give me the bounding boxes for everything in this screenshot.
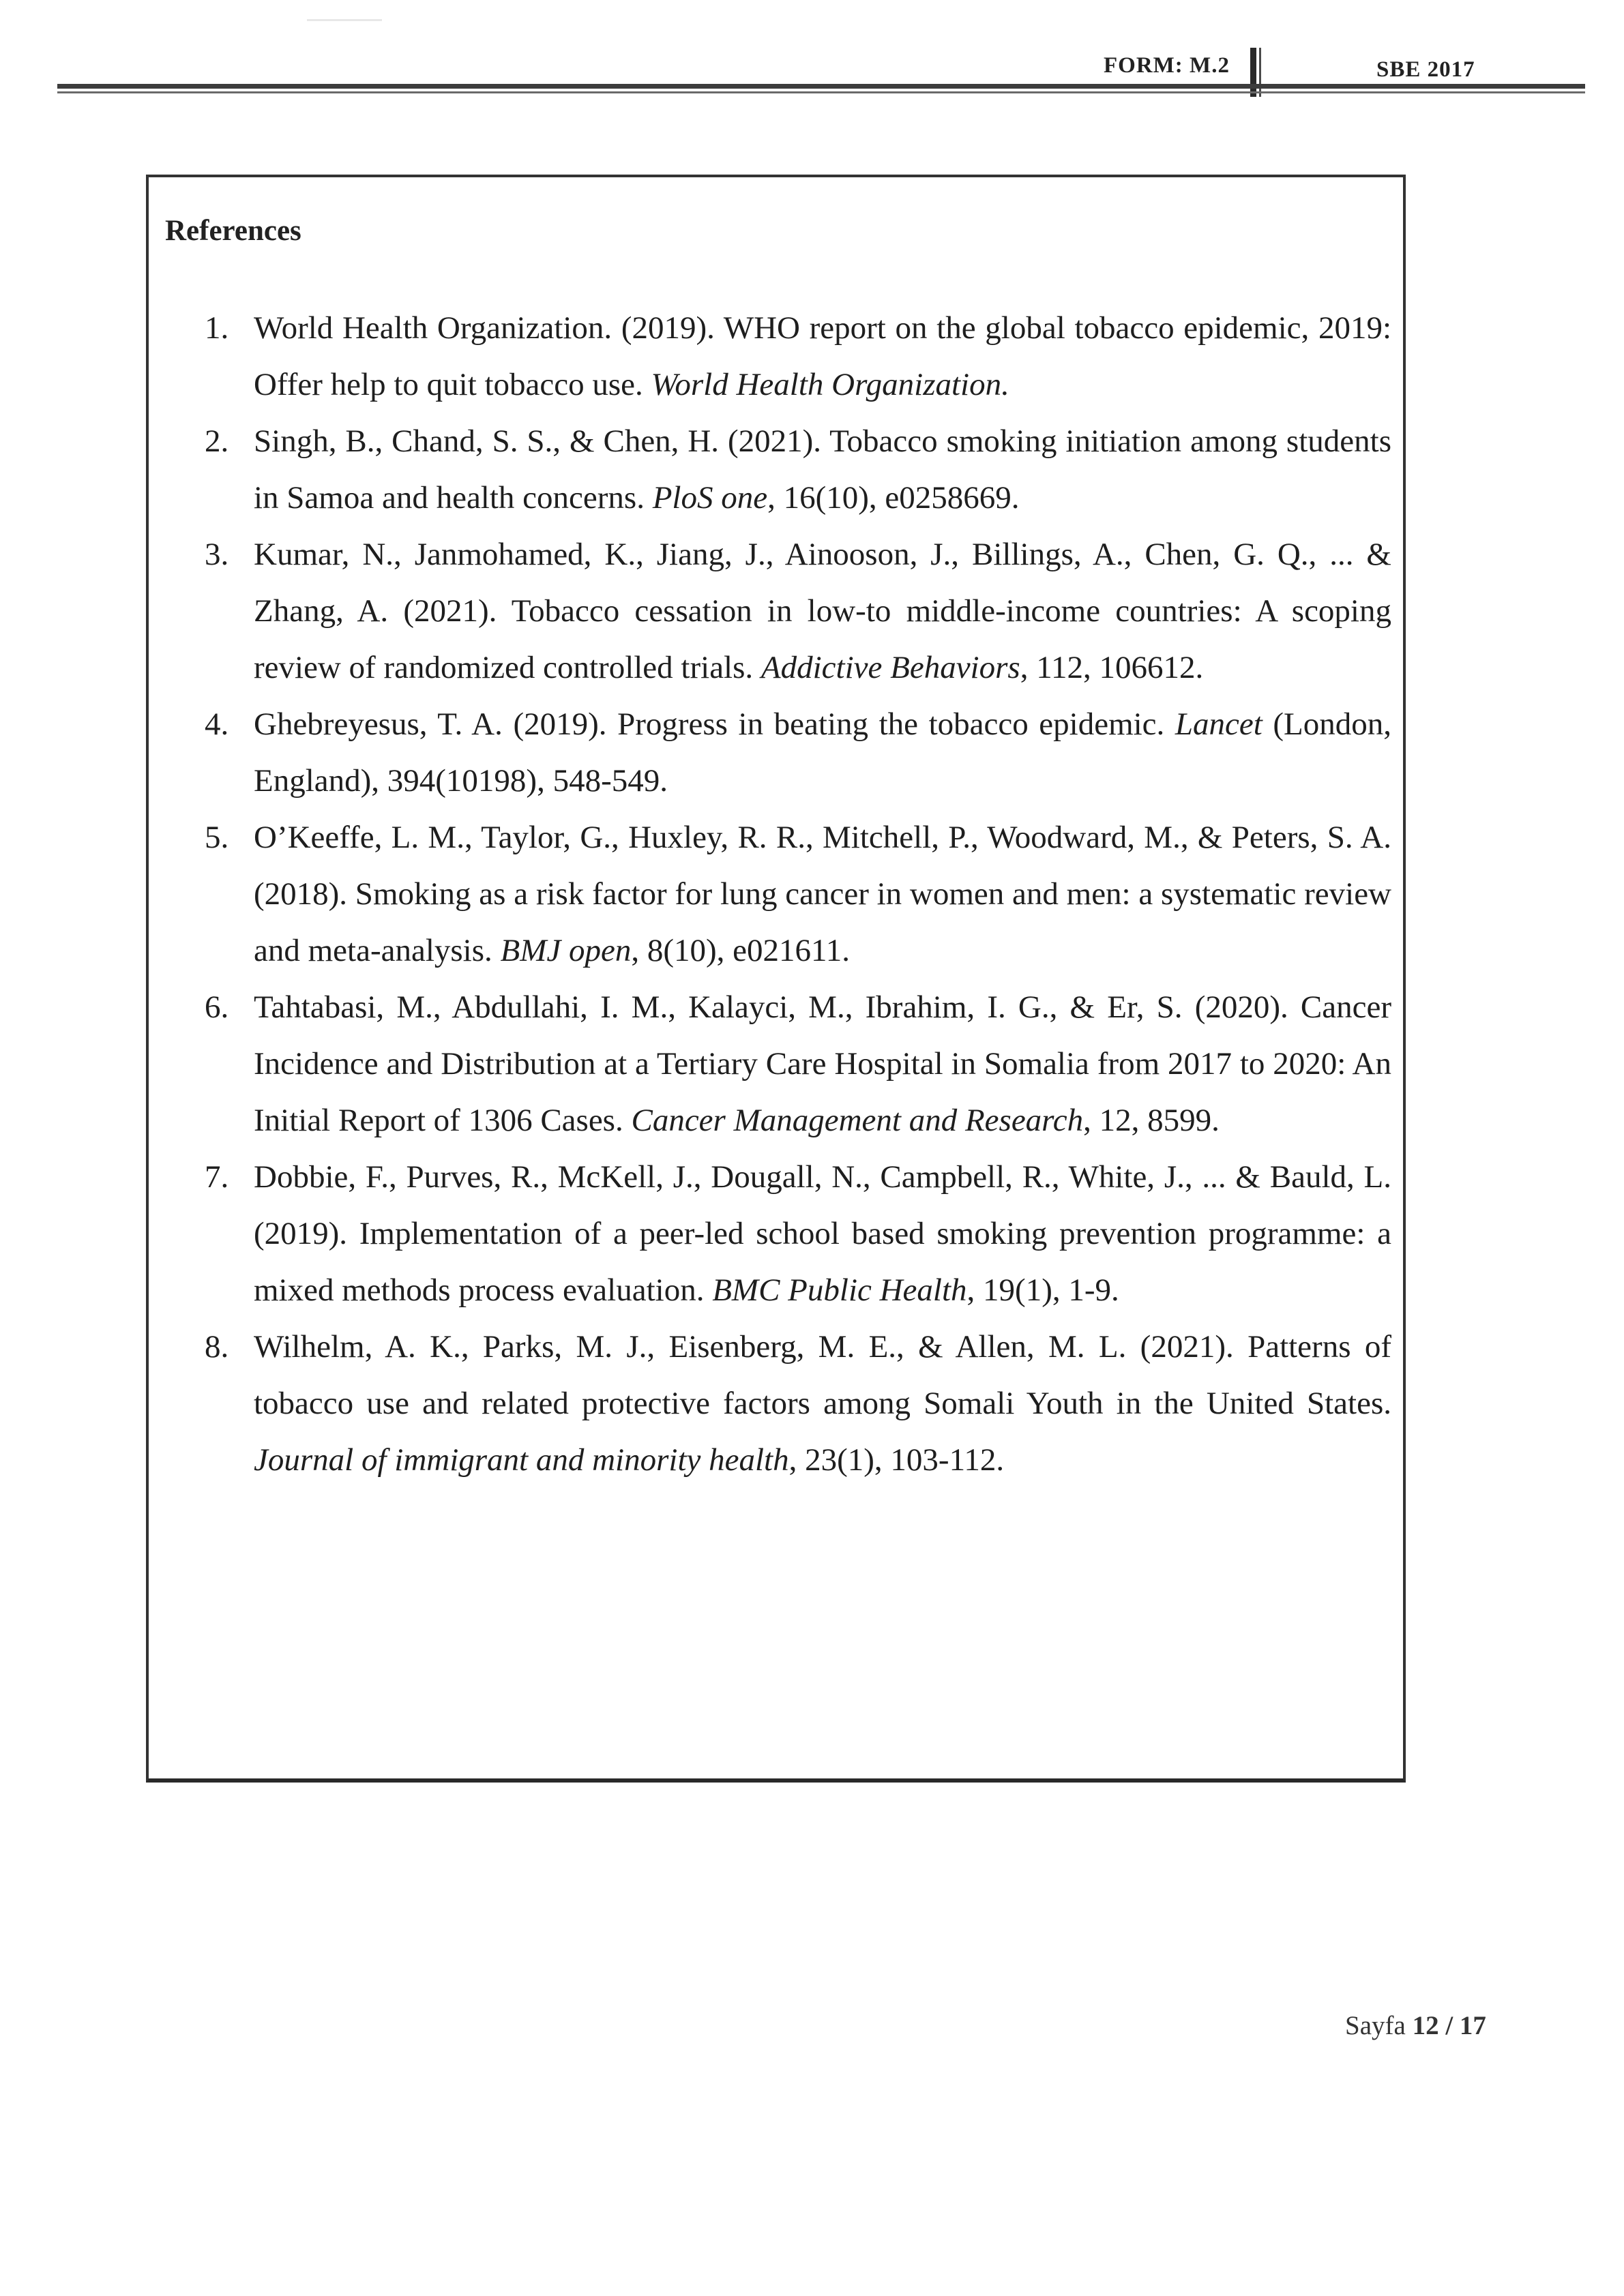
header-separator-thin (1259, 48, 1261, 97)
header-rule (57, 84, 1585, 89)
reference-item (205, 526, 1391, 696)
journal-name: BMJ open (500, 933, 632, 968)
scan-artifact (307, 19, 382, 21)
reference-number: 7. (205, 1159, 229, 1195)
journal-name: BMC Public Health (712, 1272, 967, 1308)
reference-item (205, 1319, 1391, 1489)
journal-name: Journal of immigrant and minority health (254, 1442, 789, 1478)
page-separator: / (1445, 2011, 1453, 2040)
reference-text: Kumar, N., Janmohamed, K., Jiang, J., Ainooson, J., Billings, A., Chen, G. Q., ... & Zhang, A. (2021). Tobacco cessation in low-to middle-income countries: A scoping review of randomized controlled trials. Addictive Behaviors, 112, 106612. (254, 537, 1391, 685)
header-separator (1250, 48, 1256, 97)
page-total: 17 (1459, 2011, 1486, 2040)
reference-text: Singh, B., Chand, S. S., & Chen, H. (2021). Tobacco smoking initiation among students in Samoa and health concerns. PloS one, 16(10), e0258669. (254, 423, 1391, 516)
reference-item (205, 300, 1391, 413)
reference-number: 2. (205, 423, 229, 459)
reference-number: 8. (205, 1329, 229, 1365)
reference-item (205, 979, 1391, 1149)
journal-name: World Health Organization. (651, 367, 1009, 402)
reference-number: 3. (205, 537, 229, 572)
reference-text: Ghebreyesus, T. A. (2019). Progress in beating the tobacco epidemic. Lancet (London, England), 394(10198), 548-549. (254, 706, 1391, 799)
reference-text: World Health Organization. (2019). WHO report on the global tobacco epidemic, 2019: Offer help to quit tobacco use. World Health Organization. (254, 310, 1391, 402)
reference-text: Tahtabasi, M., Abdullahi, I. M., Kalayci, M., Ibrahim, I. G., & Er, S. (2020). Cancer Incidence and Distribution at a Tertiary Care Hospital in Somalia from 2017 to 2020: An Initial Report of 1306 Cases. Cancer Management and Research, 12, 8599. (254, 989, 1391, 1138)
reference-number: 5. (205, 820, 229, 855)
page-number (1345, 2010, 1486, 2041)
reference-item (205, 809, 1391, 979)
journal-name: PloS one (652, 480, 768, 516)
journal-name: Lancet (1175, 706, 1263, 742)
document-code: SBE 2017 (1376, 57, 1475, 82)
reference-item (205, 413, 1391, 526)
journal-name: Cancer Management and Research (631, 1103, 1084, 1138)
page-word: Sayfa (1345, 2011, 1406, 2040)
header-rule-thin (57, 91, 1585, 93)
references-list (205, 300, 1391, 1489)
journal-name: Addictive Behaviors (761, 650, 1020, 685)
reference-number: 6. (205, 989, 229, 1025)
form-label: FORM: M.2 (1104, 53, 1230, 78)
reference-item (205, 696, 1391, 809)
reference-number: 1. (205, 310, 229, 346)
page-current: 12 (1412, 2011, 1439, 2040)
reference-text: Dobbie, F., Purves, R., McKell, J., Dougall, N., Campbell, R., White, J., ... & Bauld, L. (2019). Implementation of a peer-led school based smoking prevention programme: a mixed methods process evaluation. BMC Public Health, 19(1), 1-9. (254, 1159, 1391, 1308)
reference-text: O’Keeffe, L. M., Taylor, G., Huxley, R. R., Mitchell, P., Woodward, M., & Peters, S. A. (2018). Smoking as a risk factor for lung cancer in women and men: a systematic review and meta-analysis. BMJ open, 8(10), e021611. (254, 820, 1391, 968)
reference-number: 4. (205, 706, 229, 742)
reference-item (205, 1149, 1391, 1319)
references-heading: References (165, 215, 301, 247)
reference-text: Wilhelm, A. K., Parks, M. J., Eisenberg, M. E., & Allen, M. L. (2021). Patterns of tobacco use and related protective factors among Somali Youth in the United States. Journal of immigrant and minority health, 23(1), 103-112. (254, 1329, 1391, 1478)
